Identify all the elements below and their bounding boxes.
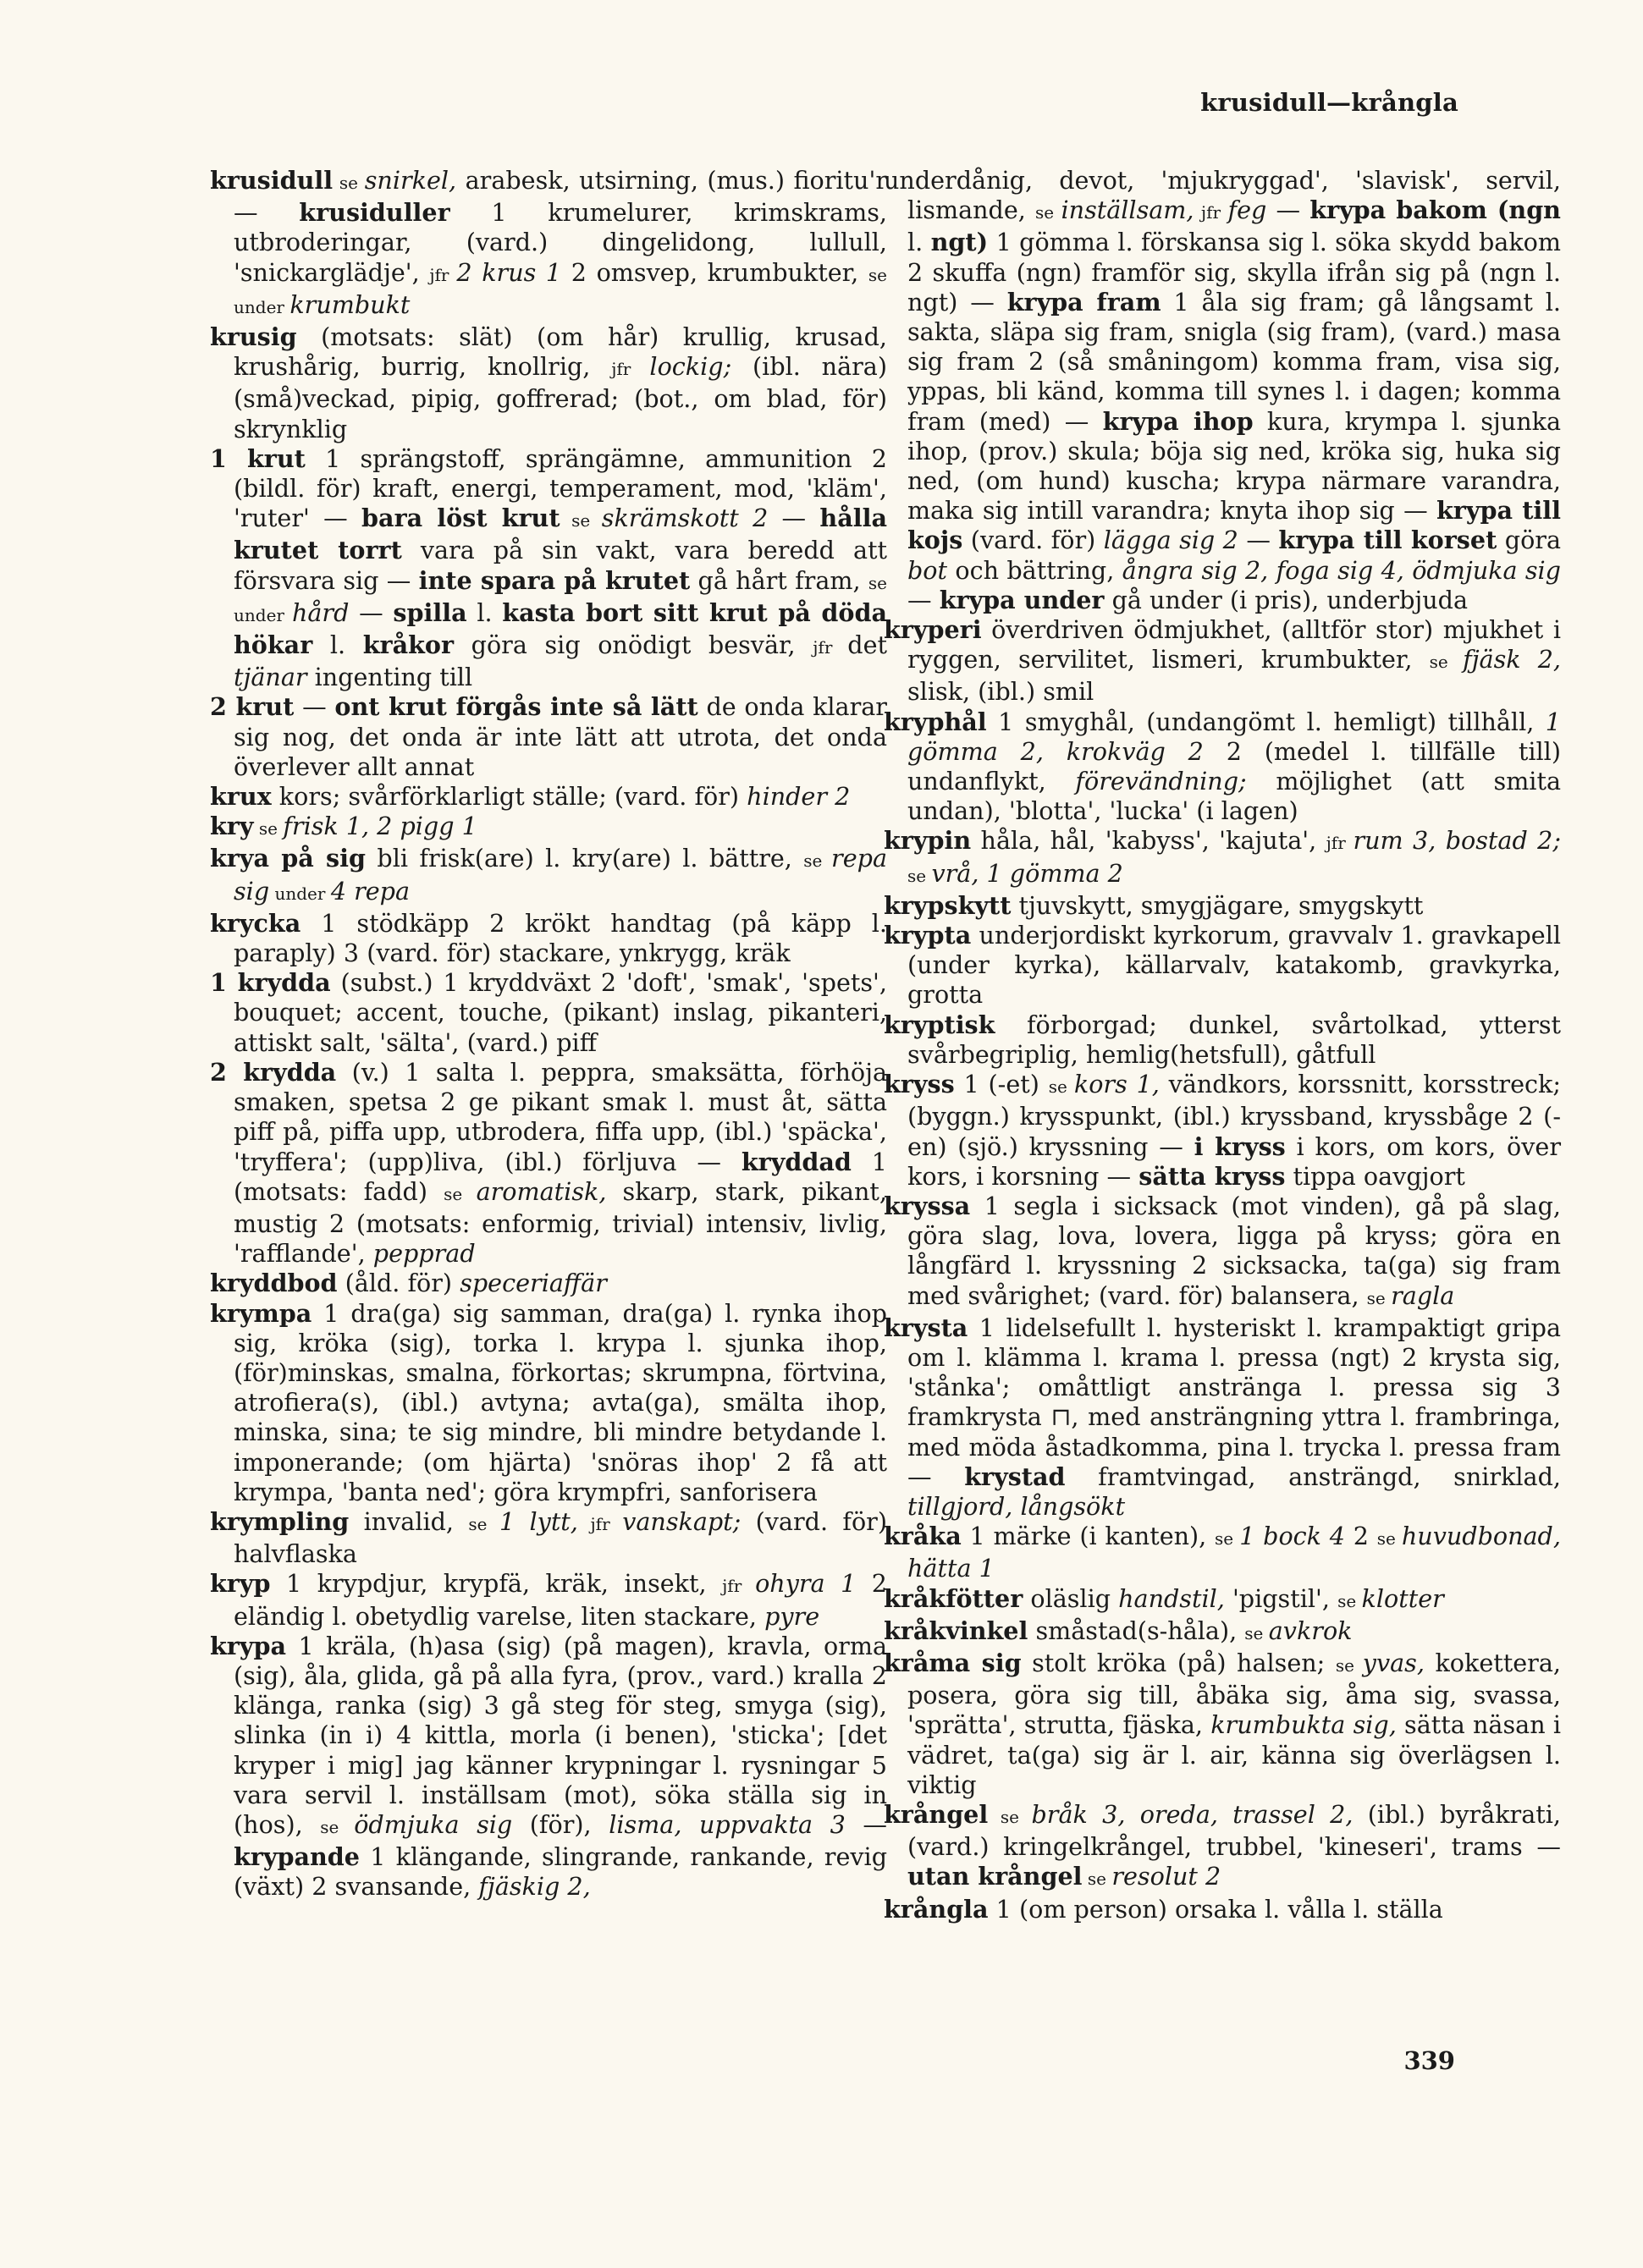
entry-text: (motsats: slät) (om hår) krullig, krusad, krushårig, burrig, knollrig,: [234, 322, 887, 382]
headword: kråkfötter: [884, 1583, 1023, 1613]
dictionary-entry: [210, 1632, 887, 1902]
entry-text: (vard. för) halvflaska: [234, 1506, 887, 1569]
headword: i kryss: [1194, 1131, 1286, 1161]
entry-text: kokettera, posera, göra sig till, åbäka sig, åma sig, svassa, 'sprätta', strutta, fjäska,: [907, 1648, 1561, 1740]
entry-text: 2 eländig l. obetydlig varelse, liten stackare,: [234, 1569, 887, 1631]
entry-text: se: [1048, 1076, 1074, 1098]
entry-text: l.: [907, 228, 931, 257]
entry-text: se: [333, 173, 365, 193]
headword: kryddbod: [210, 1269, 338, 1298]
dictionary-entry: [210, 1299, 887, 1507]
entry-text: snirkel,: [364, 166, 457, 195]
entry-text: ragla: [1391, 1280, 1455, 1310]
entry-text: invalid,: [349, 1506, 469, 1536]
entry-text: se: [988, 1806, 1032, 1827]
dictionary-entry: [210, 782, 887, 812]
entry-text: vanskapt;: [622, 1506, 742, 1536]
headword: krya på sig: [210, 844, 367, 873]
entry-text: ohyra 1: [755, 1569, 857, 1599]
headword: krusiduller: [299, 198, 450, 228]
entry-text: stolt kröka (på) halsen;: [1021, 1648, 1336, 1677]
entry-text: pepprad: [372, 1239, 476, 1269]
entry-text: de onda klarar sig nog, det onda är inte lätt att utrota, det onda överlever allt annat: [234, 692, 887, 781]
entry-text: vara på sin vakt, vara beredd att försvara sig —: [234, 536, 887, 595]
entry-text: 1 märke (i kanten),: [961, 1522, 1216, 1551]
headword: kry: [210, 812, 254, 841]
headword: kryss: [884, 1070, 955, 1099]
entry-text: 1 (om person) orsaka l. vålla l. ställa: [988, 1894, 1443, 1924]
entry-text: småstad(s-håla),: [1028, 1616, 1245, 1645]
entry-text: bråk 3, oreda, trassel 2,: [1031, 1799, 1354, 1829]
entry-text: ingenting till: [306, 663, 473, 692]
headword: krux: [210, 782, 272, 812]
headword: krycka: [210, 908, 301, 938]
entry-text: 2: [1344, 1522, 1377, 1551]
dictionary-entry: [210, 322, 887, 444]
entry-text: fjäskig 2,: [478, 1872, 591, 1902]
headword: ont krut förgås inte så lätt: [334, 692, 698, 722]
entry-text: 2 omsvep, krumbukter,: [561, 257, 868, 287]
entry-text: se: [1429, 652, 1464, 673]
entry-text: sätta näsan i vädret, ta(ga) sig är l. air, känna sig överlägsen l. viktig: [907, 1710, 1561, 1799]
entry-text: krumbukt: [289, 289, 411, 319]
entry-text: se: [1215, 1528, 1240, 1550]
entry-text: under: [269, 883, 331, 904]
entry-text: se: [1335, 1654, 1363, 1676]
entry-text: se: [320, 1816, 355, 1837]
running-header: krusidull—krångla: [1200, 88, 1458, 117]
entry-text: bli frisk(are) l. kry(are) l. bättre,: [366, 844, 804, 873]
entry-text: kors 1,: [1073, 1070, 1160, 1099]
entry-text: —: [845, 1809, 888, 1839]
entry-text: 1 gömma l. förskansa sig l. söka skydd bakom 2 skuffa (ngn) framför sig, skylla ifrån sig på (ngn l. ngt) —: [907, 228, 1562, 317]
headword: kryperi: [884, 615, 982, 645]
entry-text: tillgjord, långsökt: [907, 1491, 1126, 1521]
entry-text: 1 kräla, (h)asa (sig) (på magen), kravla, orma (sig), åla, glida, gå på alla fyra, (prov., vard.) kralla 2 klänga, ranka (sig) 3 gå steg för steg, smyga (sig), slinka (in i) 4 kittla, morla (i benen), 'sticka'; [det kryper i mig] jag känner krypningar l. rysningar 5 vara servil l. inställsam (mot), söka ställa sig in (hos),: [234, 1631, 887, 1839]
entry-text: ångra sig 2, foga sig 4, ödmjuka sig: [1122, 555, 1561, 585]
entry-text: tjuvskytt, smygjägare, smygskytt: [1011, 890, 1424, 920]
entry-text: aromatisk,: [476, 1176, 607, 1206]
headword: krusidull: [210, 166, 334, 195]
headword: kryssa: [884, 1191, 971, 1220]
entry-text: kura, krympa l. sjunka ihop, (prov.) skula; böja sig ned, kröka sig, huka sig ned, (om hund) kuscha; krypa närmare varandra, maka sig intill varandra; knyta ihop sig —: [907, 406, 1561, 526]
headword: krystad: [964, 1462, 1066, 1491]
headword: 2 krydda: [210, 1057, 337, 1087]
entry-text: huvudbonad, hätta 1: [907, 1522, 1561, 1583]
headword: krypskytt: [884, 890, 1012, 920]
headword: krympa: [210, 1298, 312, 1328]
entry-text: 1 sprängstoff, sprängämne, ammunition 2 (bildl. för) kraft, energi, temperament, mod, 'kläm', 'ruter' —: [234, 443, 887, 533]
dictionary-entry: [884, 615, 1561, 707]
headword: hålla krutet torrt: [234, 504, 887, 565]
dictionary-entry: [210, 444, 887, 693]
entry-text: vrå, 1 gömma 2: [931, 858, 1123, 888]
entry-text: se under: [234, 572, 887, 625]
headword: 1 krut: [210, 443, 306, 473]
entry-text: (vard. för): [962, 526, 1104, 555]
dictionary-entry: [884, 1649, 1561, 1800]
dictionary-entry: [210, 812, 887, 844]
headword: krympling: [210, 1506, 350, 1536]
entry-text: se: [444, 1183, 477, 1204]
entry-text: 'pigstil',: [1224, 1583, 1338, 1613]
dictionary-entry: [210, 1058, 887, 1269]
headword: krypa fram: [1006, 287, 1161, 317]
entry-text: se: [1337, 1590, 1362, 1611]
entry-text: lägga sig 2: [1103, 526, 1238, 555]
entry-text: tjänar: [234, 663, 307, 692]
entry-text: 1 lytt,: [499, 1506, 578, 1536]
entry-text: avkrok: [1268, 1616, 1353, 1645]
entry-text: arabesk, utsirning, (mus.) fioritu'r —: [234, 166, 887, 228]
dictionary-entry: [884, 1010, 1561, 1070]
entry-text: göra: [1497, 526, 1562, 555]
entry-text: se: [560, 510, 602, 531]
entry-text: förevändning;: [1075, 767, 1247, 796]
entry-text: handstil,: [1118, 1583, 1225, 1613]
entry-text: kors; svårförklarligt ställe; (vard. för): [271, 782, 747, 812]
entry-text: underdånig, devot, 'mjukryggad', 'slavisk', servil, lismande,: [884, 166, 1561, 225]
headword: kråka: [884, 1522, 962, 1551]
entry-text: 1 segla i sicksack (mot vinden), gå på slag, göra slag, lova, lovera, ligga på kryss; göra en långfärd l. kryssning 2 sicksacka, ta(ga) sig fram med svårighet; (vard. för) balansera,: [907, 1191, 1561, 1310]
entry-text: —: [349, 597, 394, 627]
entry-text: resolut 2: [1111, 1862, 1221, 1891]
dictionary-entry: [884, 1070, 1561, 1192]
right-column: [884, 166, 1561, 1924]
entry-text: slisk, (ibl.) smil: [907, 677, 1094, 707]
entry-text: jfr: [813, 637, 848, 658]
entry-text: krumbukta sig,: [1210, 1710, 1397, 1740]
entry-text: jfr: [577, 1513, 623, 1534]
headword: utan krångel: [907, 1862, 1083, 1891]
headword: krångel: [884, 1799, 989, 1829]
headword: krypin: [884, 826, 972, 856]
headword: krysta: [884, 1313, 968, 1342]
entry-text: —: [1266, 195, 1310, 225]
dictionary-entry: [210, 909, 887, 968]
entry-text: se under: [234, 264, 888, 317]
dictionary-entry: [884, 707, 1561, 827]
entry-text: jfr: [429, 264, 457, 285]
headword: kryphål: [884, 707, 987, 736]
entry-text: klotter: [1361, 1583, 1444, 1613]
entry-text: se: [1366, 1287, 1392, 1308]
headword: kasta bort sitt krut på döda hökar: [234, 597, 887, 660]
dictionary-entry: [210, 844, 887, 908]
headword: krypa till korset: [1278, 526, 1497, 555]
entry-text: se: [253, 818, 284, 839]
headword: bara löst krut: [361, 504, 560, 533]
headword: krusig: [210, 322, 297, 352]
headword: 1 krydda: [210, 968, 331, 998]
entry-text: se: [1244, 1622, 1269, 1643]
entry-text: (ibl. nära) (små)veckad, pipig, goffrerad; (bot., om blad, för) skrynklig: [234, 352, 887, 443]
entry-text: förborgad; dunkel, svårtolkad, ytterst svårbegriplig, hemlig(hetsfull), gåtfull: [907, 1010, 1561, 1069]
entry-text: 1 bock 4: [1239, 1522, 1345, 1551]
entry-text: göra sig onödigt besvär,: [454, 630, 813, 660]
entry-text: underjordiskt kyrkorum, gravvalv 1. gravkapell (under kyrka), källarvalv, katakomb, gravkyrka, grotta: [907, 921, 1561, 1010]
entry-text: och bättring,: [947, 555, 1122, 585]
entry-text: l.: [312, 630, 363, 660]
entry-text: se: [1082, 1869, 1112, 1890]
entry-text: gå under (i pris), underbjuda: [1104, 585, 1469, 614]
entry-text: l.: [466, 597, 503, 627]
entry-text: 1 klängande, slingrande, rankande, revig (växt) 2 svansande,: [234, 1842, 887, 1902]
dictionary-entry: [210, 166, 887, 322]
dictionary-entry: [210, 1269, 887, 1298]
entry-text: lisma, uppvakta 3: [609, 1809, 846, 1839]
entry-text: 1 smyghål, (undangömt l. hemligt) tillhåll,: [986, 707, 1546, 736]
entry-text: gå hårt fram,: [690, 565, 868, 595]
headword: krypa: [210, 1631, 287, 1660]
entry-text: skarp, stark, pikant, mustig 2 (motsats: enformig, trivial) intensiv, livlig, 'rafflande',: [234, 1176, 887, 1269]
dictionary-entry: [884, 1522, 1561, 1583]
entry-text: se: [1376, 1528, 1402, 1550]
entry-text: håla, hål, 'kabyss', 'kajuta',: [971, 826, 1326, 856]
headword: kråkvinkel: [884, 1616, 1028, 1645]
entry-text: —: [294, 692, 335, 722]
headword: krångla: [884, 1894, 989, 1924]
entry-text: (ibl.) byråkrati, (vard.) kringelkrångel, trubbel, 'kineseri', trams —: [907, 1799, 1561, 1862]
entry-text: feg: [1227, 195, 1267, 225]
entry-text: se: [1035, 202, 1061, 223]
dictionary-entry: [884, 1313, 1561, 1522]
entry-text: i kors, om kors, över kors, i korsning —: [907, 1131, 1561, 1191]
headword: inte spara på krutet: [418, 565, 691, 595]
dictionary-entry: [884, 1584, 1561, 1616]
entry-text: oläslig: [1023, 1583, 1119, 1613]
entry-text: 1 stödkäpp 2 krökt handtag (på käpp l. paraply) 3 (vard. för) stackare, ynkrygg, kräk: [234, 908, 887, 968]
headword: kryptisk: [884, 1010, 995, 1039]
dictionary-entry: [884, 921, 1561, 1010]
headword: sätta kryss: [1139, 1161, 1286, 1191]
headword: kryp: [210, 1569, 271, 1599]
headword: krypande: [234, 1842, 360, 1872]
entry-text: jfr: [722, 1576, 756, 1597]
dictionary-entry: [210, 692, 887, 782]
entry-text: 2 (medel l. tillfälle till) undanflykt,: [907, 736, 1561, 796]
headword: krypa till kojs: [907, 496, 1562, 555]
entry-text: se: [803, 850, 832, 872]
entry-text: jfr: [611, 359, 650, 380]
entry-text: pyre: [764, 1601, 820, 1631]
left-column: [210, 166, 887, 1902]
entry-text: 1 krumelurer, krimskrams, utbroderingar, (vard.) dingelidong, lullull, 'snickarglädje',: [234, 198, 887, 287]
entry-text: lockig;: [649, 352, 732, 382]
headword: kråma sig: [884, 1648, 1022, 1677]
entry-text: se: [468, 1513, 500, 1534]
dictionary-entry: [210, 1569, 887, 1631]
entry-text: jfr: [1194, 202, 1228, 223]
page-number: 339: [1403, 2046, 1455, 2075]
entry-text: 4 repa: [330, 876, 411, 906]
headword: kryddad: [741, 1147, 852, 1176]
entry-text: (subst.) 1 kryddväxt 2 'doft', 'smak', 'spets', bouquet; accent, touche, (pikant) inslag, pikanteri, attiskt salt, 'sälta', (vard.) piff: [234, 968, 887, 1057]
entry-text: vändkors, korssnitt, korsstreck; (byggn.) krysspunkt, (ibl.) kryssband, kryssbåge 2 (-en) (sjö.) kryssning —: [907, 1070, 1561, 1161]
entry-text: bot: [907, 555, 948, 585]
dictionary-entry: [884, 826, 1561, 890]
entry-text: fjäsk 2,: [1463, 645, 1561, 674]
headword: kråkor: [362, 630, 455, 660]
entry-text: 1 lidelsefullt l. hysteriskt l. krampaktigt gripa om l. klämma l. krama l. pressa (ngt) 2 krysta sig, 'stånka'; omåttligt anstränga l. pressa sig 3 framkrysta ⊓, med ansträngning yttra l. frambringa, med möda åstadkomma, pina l. trycka l. pressa fram —: [907, 1313, 1561, 1491]
entry-text: 1 åla sig fram; gå långsamt l. sakta, släpa sig fram, snigla (sig fram), (vard.) masa sig fram 2 (så småningom) komma fram, visa sig, yppas, bli känd, komma till synes l. i dagen; komma fram (med) —: [907, 287, 1561, 436]
dictionary-entry: [884, 891, 1561, 921]
entry-text: (för),: [512, 1809, 609, 1839]
entry-text: inställsam,: [1061, 195, 1194, 225]
headword: krypta: [884, 921, 972, 950]
entry-text: repa sig: [234, 844, 887, 906]
entry-text: 1 (-et): [954, 1070, 1049, 1099]
entry-text: jfr: [1326, 833, 1354, 854]
entry-text: 1 (motsats: fadd): [234, 1147, 887, 1206]
entry-text: —: [768, 504, 820, 533]
entry-text: 1 dra(ga) sig samman, dra(ga) l. rynka ihop sig, kröka (sig), torka l. krypa l. sjunka ihop, (för)minskas, smalna, förkortas; skrumpna, förtvina, atrofiera(s), (ibl.) avtyna; avta(ga), smälta ihop, minska, sina; te sig mindre, bli mindre betydande l. imponerande; (om hjärta) 'snöras ihop' 2 få att krympa, 'banta ned'; göra krympfri, sanforisera: [234, 1298, 887, 1506]
entry-text: möjlighet (att smita undan), 'blotta', 'lucka' (i lagen): [907, 767, 1561, 826]
entry-text: 2 krus 1: [456, 257, 562, 287]
entry-text: frisk 1, 2 pigg 1: [283, 812, 477, 841]
entry-text: se: [907, 865, 932, 886]
headword: krypa ihop: [1102, 406, 1254, 436]
entry-text: —: [907, 585, 940, 614]
dictionary-entry: [884, 1800, 1561, 1895]
entry-text: yvas,: [1362, 1648, 1425, 1677]
entry-text: 1 krypdjur, krypfä, kräk, insekt,: [270, 1569, 723, 1599]
entry-text: hård: [291, 597, 350, 627]
entry-text: tippa oavgjort: [1285, 1161, 1465, 1191]
entry-text: skrämskott 2: [601, 504, 769, 533]
entry-text: (v.) 1 salta l. peppra, smaksätta, förhöja smaken, spetsa 2 ge pikant smak l. must åt, sätta piff på, piffa upp, utbrodera, fiffa upp, (ibl.) 'späcka', 'tryffera'; (upp)liva, (ibl.) förljuva —: [234, 1057, 887, 1176]
entry-text: speceriaffär: [460, 1269, 607, 1298]
headword: ngt): [930, 228, 989, 257]
headword: krypa bakom (ngn: [1309, 195, 1561, 225]
entry-text: överdriven ödmjukhet, (alltför stor) mjukhet i ryggen, servilitet, lismeri, krumbukter,: [907, 615, 1561, 674]
headword: spilla: [393, 597, 467, 627]
entry-text: hinder 2: [747, 782, 851, 812]
entry-text: 1 gömma 2, krokväg 2: [907, 707, 1561, 766]
entry-text: framtvingad, ansträngd, snirklad,: [1065, 1462, 1561, 1491]
dictionary-entry: [884, 1192, 1561, 1313]
dictionary-entry: [210, 968, 887, 1058]
entry-text: ödmjuka sig: [354, 1809, 513, 1839]
headword: krypa under: [939, 585, 1105, 614]
dictionary-entry: [884, 1616, 1561, 1649]
entry-text: rum 3, bostad 2;: [1353, 826, 1561, 856]
entry-text: (åld. för): [337, 1269, 460, 1298]
entry-text: det: [847, 630, 887, 660]
dictionary-entry: [210, 1507, 887, 1569]
dictionary-entry: [884, 166, 1561, 615]
dictionary-entry: [884, 1895, 1561, 1924]
entry-text: —: [1238, 526, 1279, 555]
headword: 2 krut: [210, 692, 295, 722]
